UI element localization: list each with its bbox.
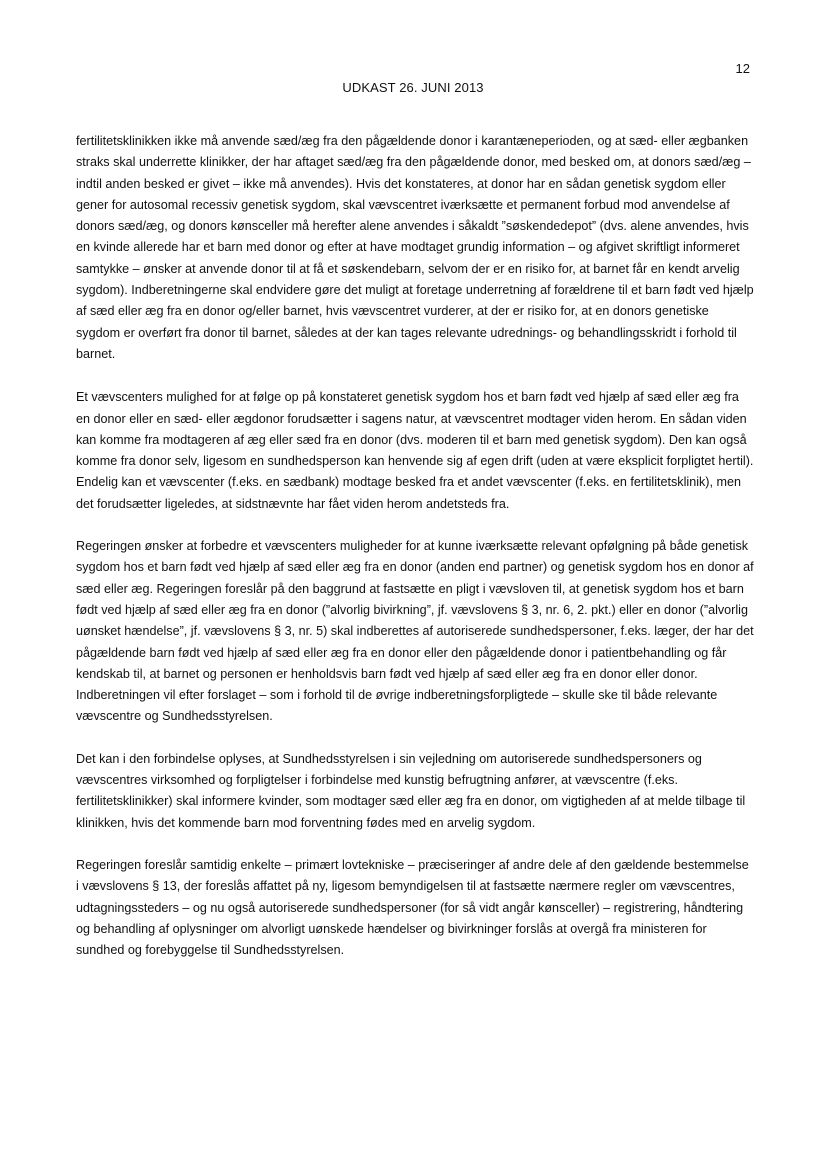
paragraph-continued: fertilitetsklinikken ikke må anvende sæd/æg fra den pågældende donor i karantæneperioden, og at sæd- eller ægbanken straks skal underrette klinikker, der har aftaget sæd/æg fra den pågældende donor, med besked om, at donors sæd/æg – indtil anden besked er givet – ikke må anvendes). Hvis det konstateres, at donor har en sådan genetisk sygdom eller gener for autosomal recessiv genetisk sygdom, skal vævscentret iværksætte et permanent forbud mod anvendelse af donors sæd/æg, og donors kønsceller må herefter alene anvendes i såkaldt ”søskendedepot” (dvs. alene anvendes, hvis en kvinde allerede har et barn med donor og efter at have modtaget grundig information – og afgivet skriftligt informeret samtykke – ønsker at anvende donor til at få et søskendebarn, selvom der er en risiko for, at barnet får en kendt arvelig sygdom). Indberetningerne skal endvidere gøre det muligt at foretage underretning af forældrene til et barn født ved hjælp af sæd eller æg fra en donor og/eller barnet, hvis vævscentret vurderer, at der er risiko for, at en donors genetiske sygdom er overført fra donor til barnet, således at der kan tages relevante udrednings- og behandlingsskridt i forhold til barnet. — [76, 134, 754, 361]
paragraph: Regeringen foreslår samtidig enkelte – primært lovtekniske – præciseringer af andre dele af den gældende bestemmelse i vævslovens § 13, der foreslås affattet på ny, ligesom bemyndigelsen til at fastsætte nærmere regler om vævscentres, udtagningssteders – og nu også autoriserede sundhedspersoner (for så vidt angår kønsceller) – registrering, håndtering og behandling af oplysninger om alvorligt uønskede hændelser og bivirkninger forslås at overgå fra ministeren for sundhed og forebyggelse til Sundhedsstyrelsen. — [76, 857, 749, 958]
page-number: 12 — [735, 61, 750, 76]
paragraph: Regeringen ønsker at forbedre et vævscenters muligheder for at kunne iværksætte relevant opfølgning på både genetisk sygdom hos et barn født ved hjælp af sæd eller æg fra en donor (anden end partner) og genetisk sygdom hos en donor af sæd eller æg. Regeringen foreslår på den baggrund at fastsætte en pligt i vævsloven til, at genetisk sygdom hos et barn født ved hjælp af sæd eller æg fra en donor (”alvorlig bivirkning”, jf. vævslovens § 3, nr. 6, 2. pkt.) eller en donor (”alvorlig uønsket hændelse”, jf. vævslovens § 3, nr. 5) skal indberettes af autoriserede sundhedspersoner, f.eks. læger, der har det pågældende barn født ved hjælp af sæd eller æg fra en donor eller den pågældende donor i patientbehandling og får kendskab til, at barnet og personen er henholdsvis barn født ved hjælp af sæd eller æg fra en donor eller donor. Indberetningen vil efter forslaget – som i forhold til de øvrige indberetningsforpligtede – skulle ske til både relevante vævscentre og Sundhedsstyrelsen. — [76, 539, 754, 724]
document-body — [76, 131, 754, 982]
paragraph: Det kan i den forbindelse oplyses, at Sundhedsstyrelsen i sin vejledning om autoriserede sundhedspersoners og vævscentres virksomhed og forpligtelser i forbindelse med kunstig befrugtning anfører, at vævscentre (f.eks. fertilitetsklinikker) skal informere kvinder, som modtager sæd eller æg fra en donor, om vigtigheden af at melde tilbage til klinikken, hvis det kommende barn mod forventning fødes med en arvelig sygdom. — [76, 751, 746, 830]
paragraph: Et vævscenters mulighed for at følge op på konstateret genetisk sygdom hos et barn født ved hjælp af sæd eller æg fra en donor eller en sæd- eller ægdonor forudsætter i sagens natur, at vævscentret modtager viden herom. En sådan viden kan komme fra modtageren af æg eller sæd fra en donor (dvs. moderen til et barn med genetisk sygdom). Den kan også komme fra donor selv, ligesom en sundhedsperson kan henvende sig af egen drift (uden at være eksplicit forpligtet hertil). Endelig kan et vævscenter (f.eks. en sædbank) modtage besked fra et andet vævscenter (f.eks. en fertilitetsklinik), men det forudsætter ligeledes, at sidstnævnte har fået viden herom andetsteds fra. — [76, 390, 754, 511]
page-header: UDKAST 26. JUNI 2013 — [342, 80, 484, 95]
